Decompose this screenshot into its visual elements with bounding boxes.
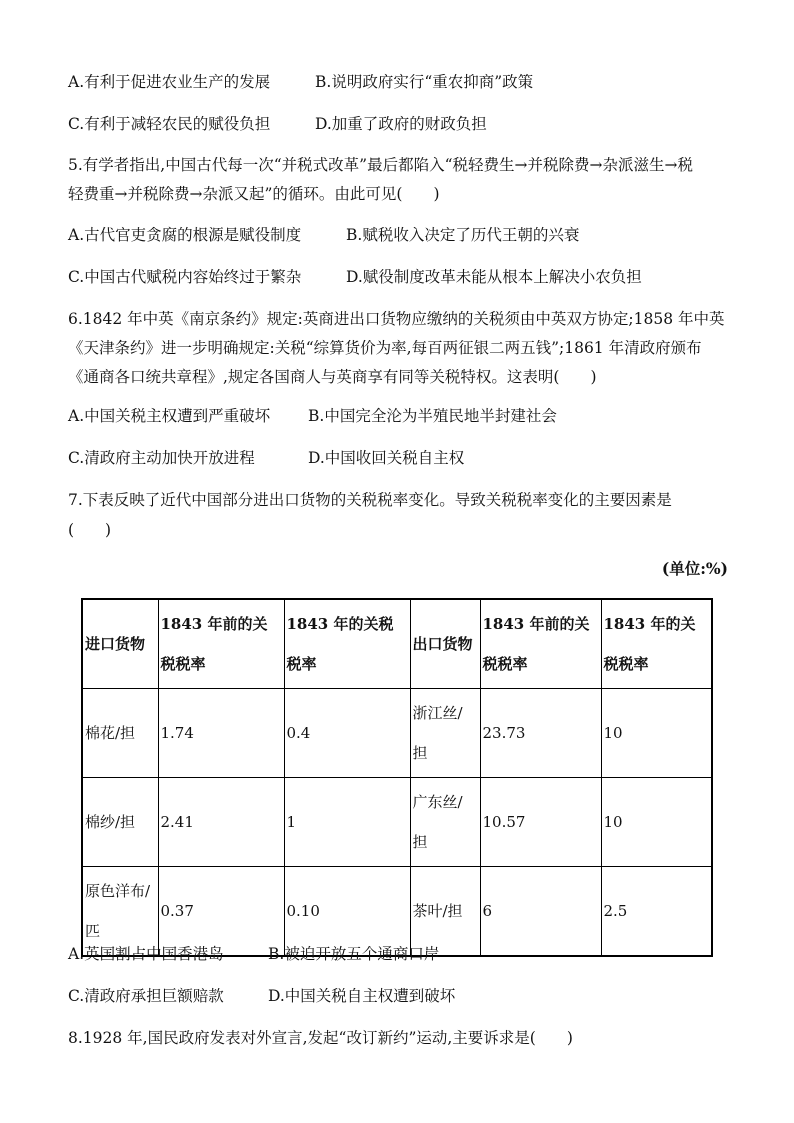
- q4-option-b[interactable]: B.说明政府实行“重农抑商”政策: [315, 73, 534, 91]
- table-cell: 2.5: [601, 867, 712, 957]
- q6-option-a[interactable]: A.中国关税主权遭到严重破坏: [68, 407, 271, 425]
- q6-stem-line-1: 6.1842 年中英《南京条约》规定:英商进出口货物应缴纳的关税须由中英双方协定;1858 年中英: [68, 310, 725, 328]
- q4-options-row-2: [68, 110, 728, 138]
- table-cell: 10: [601, 778, 712, 867]
- table-cell: 1.74: [158, 689, 284, 778]
- table-cell: 原色洋布/匹: [82, 867, 158, 957]
- tariff-table: [81, 598, 713, 957]
- table-unit-label: (单位:%): [661, 559, 728, 578]
- table-cell: 0.37: [158, 867, 284, 957]
- q4-option-a[interactable]: A.有利于促进农业生产的发展: [68, 73, 271, 91]
- q6-option-b[interactable]: B.中国完全沦为半殖民地半封建社会: [308, 407, 557, 425]
- table-cell: 23.73: [480, 689, 601, 778]
- q6-option-d[interactable]: D.中国收回关税自主权: [308, 449, 465, 467]
- q5-options-row-1: [68, 221, 728, 249]
- table-cell: 10.57: [480, 778, 601, 867]
- q4-option-c[interactable]: C.有利于减轻农民的赋役负担: [68, 115, 271, 133]
- q5-options-row-2: [68, 263, 728, 291]
- header-import-rate-1843: 1843 年的关税税率: [284, 599, 410, 689]
- header-export-goods: 出口货物: [410, 599, 480, 689]
- table-cell: 0.10: [284, 867, 410, 957]
- header-import-goods: 进口货物: [82, 599, 158, 689]
- q4-options-row-1: [68, 68, 728, 96]
- q7-stem-line-1: 7.下表反映了近代中国部分进出口货物的关税税率变化。导致关税税率变化的主要因素是: [68, 491, 672, 509]
- table-cell: 棉花/担: [82, 689, 158, 778]
- q5-option-a[interactable]: A.古代官吏贪腐的根源是赋役制度: [68, 226, 302, 244]
- q5-option-b[interactable]: B.赋税收入决定了历代王朝的兴衰: [346, 226, 580, 244]
- header-import-rate-before: 1843 年前的关税税率: [158, 599, 284, 689]
- table-cell: 0.4: [284, 689, 410, 778]
- table-cell: 2.41: [158, 778, 284, 867]
- table-cell: 1: [284, 778, 410, 867]
- table-row: [82, 778, 712, 867]
- q5-option-c[interactable]: C.中国古代赋税内容始终过于繁杂: [68, 268, 302, 286]
- table-header-row: [82, 599, 712, 689]
- table-cell: 浙江丝/担: [410, 689, 480, 778]
- q7-option-d[interactable]: D.中国关税自主权遭到破坏: [268, 987, 456, 1005]
- table-cell: 棉纱/担: [82, 778, 158, 867]
- q5-option-d[interactable]: D.赋役制度改革未能从根本上解决小农负担: [346, 268, 642, 286]
- q6-options-row-1: [68, 402, 728, 430]
- q7-option-a[interactable]: A.英国割占中国香港岛: [68, 945, 224, 963]
- q6-options-row-2: [68, 444, 728, 472]
- table-cell: 6: [480, 867, 601, 957]
- q5-stem-line-1: 5.有学者指出,中国古代每一次“并税式改革”最后都陷入“税轻费生→并税除费→杂派滋生→税: [68, 156, 693, 174]
- table-cell: 广东丝/担: [410, 778, 480, 867]
- q5-stem-line-2: 轻费重→并税除费→杂派又起”的循环。由此可见( ): [68, 185, 440, 203]
- table-cell: 10: [601, 689, 712, 778]
- q7-stem-line-2: ( ): [68, 521, 112, 539]
- q6-option-c[interactable]: C.清政府主动加快开放进程: [68, 449, 255, 467]
- q7-options-row-2: [68, 982, 728, 1010]
- q4-option-d[interactable]: D.加重了政府的财政负担: [315, 115, 487, 133]
- q7-option-c[interactable]: C.清政府承担巨额赔款: [68, 987, 224, 1005]
- q7-options-row-1: [68, 940, 728, 968]
- header-export-rate-before: 1843 年前的关税税率: [480, 599, 601, 689]
- table-cell: 茶叶/担: [410, 867, 480, 957]
- q6-stem-line-2: 《天津条约》进一步明确规定:关税“综算货价为率,每百两征银二两五钱”;1861 年清政府颁布: [68, 339, 702, 357]
- q6-stem-line-3: 《通商各口统共章程》,规定各国商人与英商享有同等关税特权。这表明( ): [68, 368, 597, 386]
- table-row: [82, 689, 712, 778]
- q7-option-b[interactable]: B.被迫开放五个通商口岸: [268, 945, 440, 963]
- q8-stem-line-1: 8.1928 年,国民政府发表对外宣言,发起“改订新约”运动,主要诉求是( ): [68, 1029, 573, 1047]
- header-export-rate-1843: 1843 年的关税税率: [601, 599, 712, 689]
